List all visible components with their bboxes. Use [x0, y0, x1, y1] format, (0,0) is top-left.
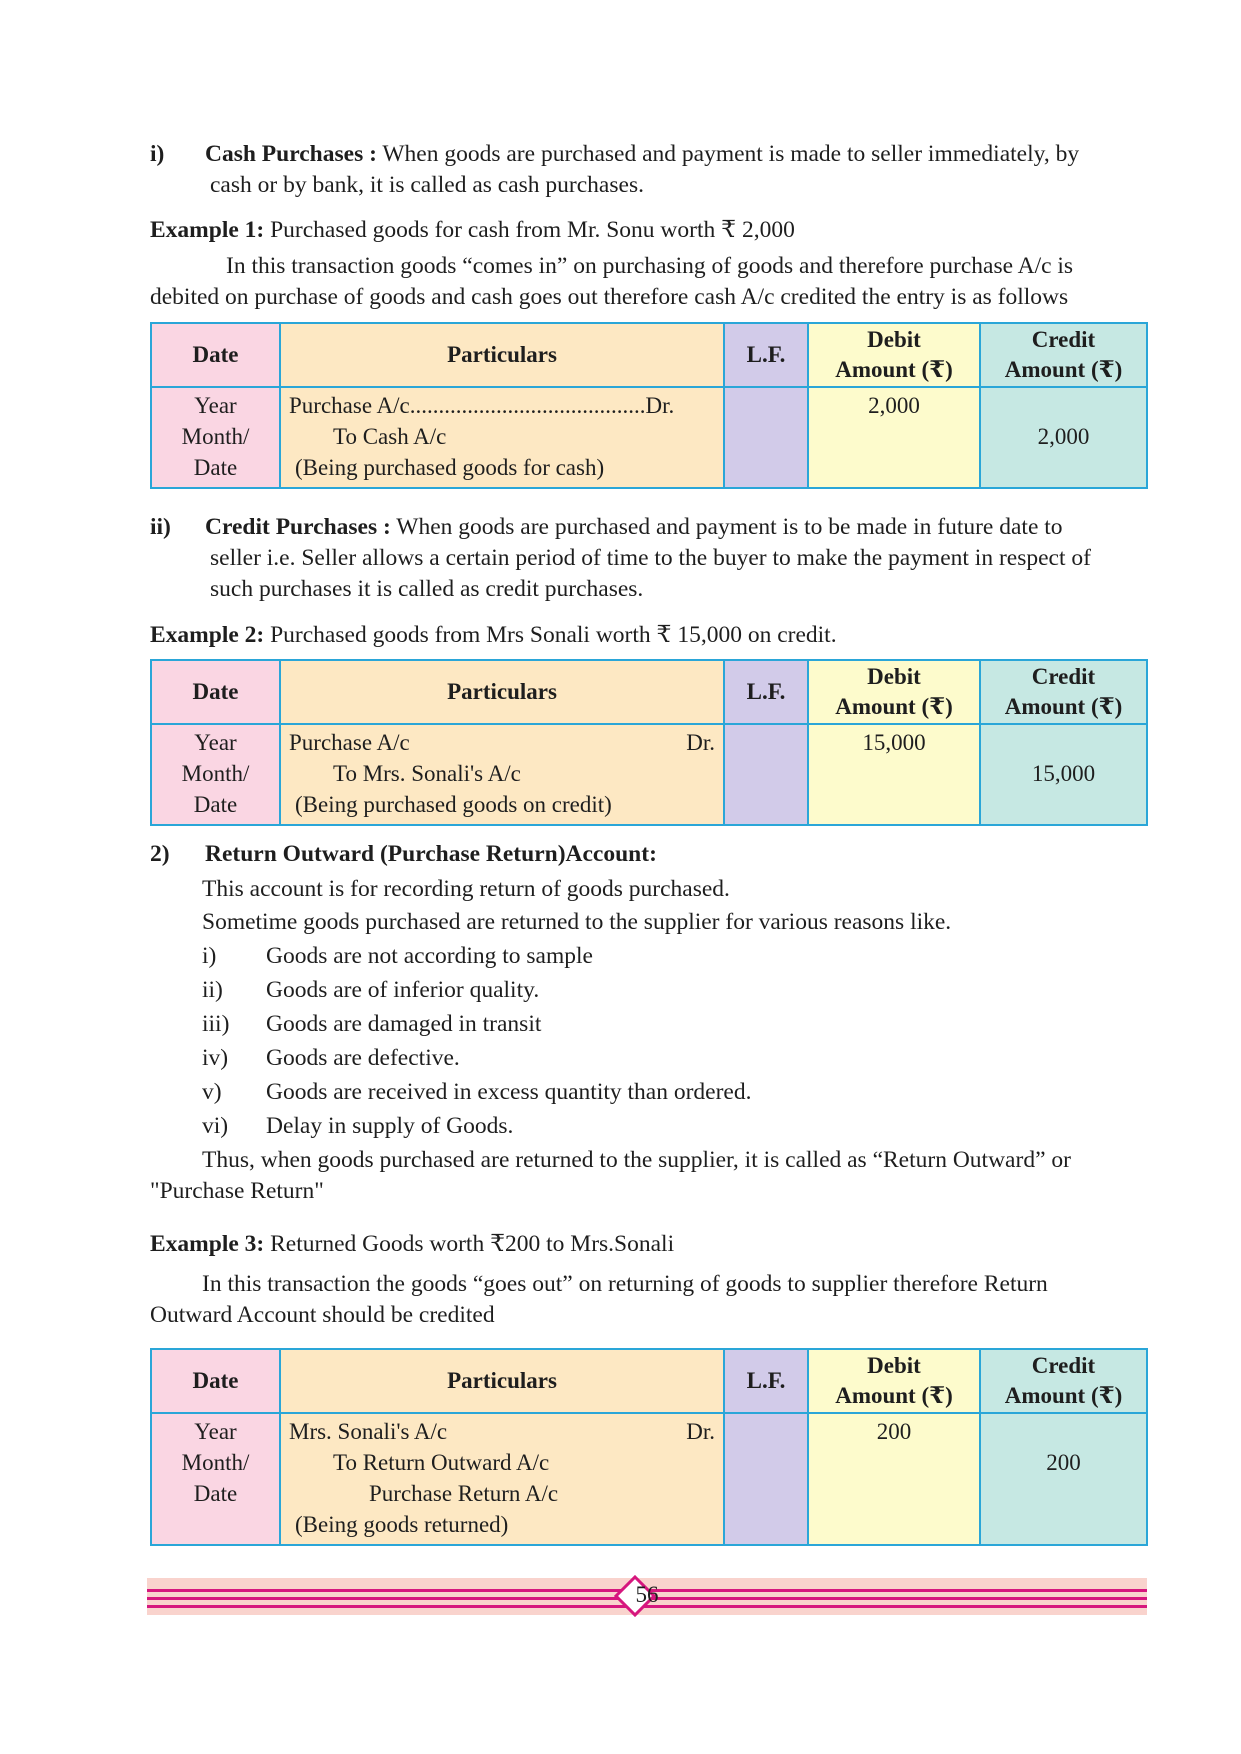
example-2 — [150, 620, 1145, 651]
list-item: iv) Goods are defective. — [202, 1045, 460, 1071]
debit-amount: 200 — [808, 1413, 980, 1545]
paragraph-line: This account is for recording return of goods purchased. — [202, 876, 730, 902]
credit-amount: 2,000 — [980, 387, 1147, 488]
list-item: v) Goods are received in excess quantity than ordered. — [202, 1079, 752, 1105]
example-1 — [150, 215, 1145, 246]
paragraph-line: debited on purchase of goods and cash goes out therefore cash A/c credited the entry is as follows — [150, 284, 1069, 310]
debit-amount: 15,000 — [808, 724, 980, 825]
list-item: i) Goods are not according to sample — [202, 943, 593, 969]
section-title: Return Outward (Purchase Return)Account: — [205, 841, 657, 867]
date-cell: Year Month/ Date — [151, 1413, 280, 1545]
header-date: Date — [151, 1349, 280, 1413]
section-number: ii) — [150, 514, 171, 540]
section-number: i) — [150, 141, 165, 167]
debit-entry: Purchase A/c.........................................Dr. — [289, 393, 675, 418]
example-3 — [150, 1229, 1145, 1260]
lf-cell — [724, 387, 808, 488]
paragraph-line: Outward Account should be credited — [150, 1302, 495, 1328]
example-text: Purchased goods for cash from Mr. Sonu worth ₹ 2,000 — [264, 217, 795, 243]
section-title: Cash Purchases : — [205, 141, 377, 167]
section-text: seller i.e. Seller allows a certain period of time to the buyer to make the payment in respect of — [210, 545, 1091, 571]
particulars-cell — [280, 724, 724, 825]
list-item: iii) Goods are damaged in transit — [202, 1011, 542, 1037]
paragraph-line: In this transaction the goods “goes out” on returning of goods to supplier therefore Return — [202, 1271, 1048, 1297]
section-text: such purchases it is called as credit purchases. — [210, 576, 644, 602]
lf-cell — [724, 724, 808, 825]
return-outward-summary — [150, 1145, 1145, 1207]
credit-entry: To Mrs. Sonali's A/c — [333, 761, 521, 786]
example-3-explanation — [150, 1269, 1145, 1331]
header-credit: Credit Amount (₹) — [980, 660, 1147, 724]
narration: (Being purchased goods on credit) — [295, 792, 612, 817]
paragraph-line: Thus, when goods purchased are returned to the supplier, it is called as “Return Outward” or — [202, 1147, 1071, 1173]
debit-entry: Purchase A/c Dr. — [289, 730, 715, 755]
header-lf: L.F. — [724, 660, 808, 724]
debit-amount: 2,000 — [808, 387, 980, 488]
page-footer — [147, 1578, 1147, 1618]
example-label: Example 1: — [150, 217, 265, 243]
table-header-row — [151, 1349, 1147, 1413]
paragraph-line: In this transaction goods “comes in” on purchasing of goods and therefore purchase A/c is — [226, 253, 1074, 279]
credit-entry-alt: Purchase Return A/c — [369, 1481, 559, 1506]
narration: (Being purchased goods for cash) — [295, 455, 605, 480]
example-text: Purchased goods from Mrs Sonali worth ₹ 15,000 on credit. — [264, 622, 837, 648]
example-1-explanation — [150, 251, 1145, 313]
table-row — [151, 1413, 1147, 1545]
section-number: 2) — [150, 841, 170, 867]
header-date: Date — [151, 660, 280, 724]
example-label: Example 3: — [150, 1231, 265, 1257]
narration: (Being goods returned) — [295, 1512, 509, 1537]
header-credit: Credit Amount (₹) — [980, 323, 1147, 387]
header-lf: L.F. — [724, 1349, 808, 1413]
header-debit: Debit Amount (₹) — [808, 660, 980, 724]
header-date: Date — [151, 323, 280, 387]
table-header-row — [151, 660, 1147, 724]
date-cell: Year Month/ Date — [151, 387, 280, 488]
journal-table-3 — [150, 1348, 1148, 1546]
credit-entry: To Cash A/c — [333, 424, 447, 449]
example-text: Returned Goods worth ₹200 to Mrs.Sonali — [264, 1231, 675, 1257]
paragraph-line: Sometime goods purchased are returned to the supplier for various reasons like. — [202, 909, 952, 935]
section-text: When goods are purchased and payment is made to seller immediately, by — [376, 141, 1080, 167]
header-debit: Debit Amount (₹) — [808, 323, 980, 387]
credit-amount: 15,000 — [980, 724, 1147, 825]
journal-table-2 — [150, 659, 1148, 826]
header-lf: L.F. — [724, 323, 808, 387]
list-item: ii) Goods are of inferior quality. — [202, 977, 540, 1003]
page-number: 56 — [635, 1582, 659, 1607]
header-credit: Credit Amount (₹) — [980, 1349, 1147, 1413]
credit-entry: To Return Outward A/c — [333, 1450, 550, 1475]
header-debit: Debit Amount (₹) — [808, 1349, 980, 1413]
list-item: vi) Delay in supply of Goods. — [202, 1113, 514, 1139]
section-text: When goods are purchased and payment is to be made in future date to — [390, 514, 1063, 540]
table-header-row — [151, 323, 1147, 387]
credit-amount: 200 — [980, 1413, 1147, 1545]
section-credit-purchases — [150, 512, 1145, 605]
section-title: Credit Purchases : — [205, 514, 391, 540]
particulars-cell — [280, 387, 724, 488]
section-intro — [202, 874, 1145, 938]
reasons-list — [202, 941, 751, 1145]
header-particulars: Particulars — [280, 1349, 724, 1413]
header-particulars: Particulars — [280, 323, 724, 387]
table-row — [151, 387, 1147, 488]
example-label: Example 2: — [150, 622, 265, 648]
journal-table-1 — [150, 322, 1148, 489]
paragraph-line: "Purchase Return" — [150, 1178, 324, 1204]
section-text: cash or by bank, it is called as cash purchases. — [210, 172, 644, 198]
date-cell: Year Month/ Date — [151, 724, 280, 825]
debit-entry: Mrs. Sonali's A/c Dr. — [289, 1419, 715, 1444]
header-particulars: Particulars — [280, 660, 724, 724]
section-cash-purchases — [150, 139, 1145, 201]
lf-cell — [724, 1413, 808, 1545]
section-return-outward — [150, 839, 1145, 870]
table-row — [151, 724, 1147, 825]
particulars-cell — [280, 1413, 724, 1545]
